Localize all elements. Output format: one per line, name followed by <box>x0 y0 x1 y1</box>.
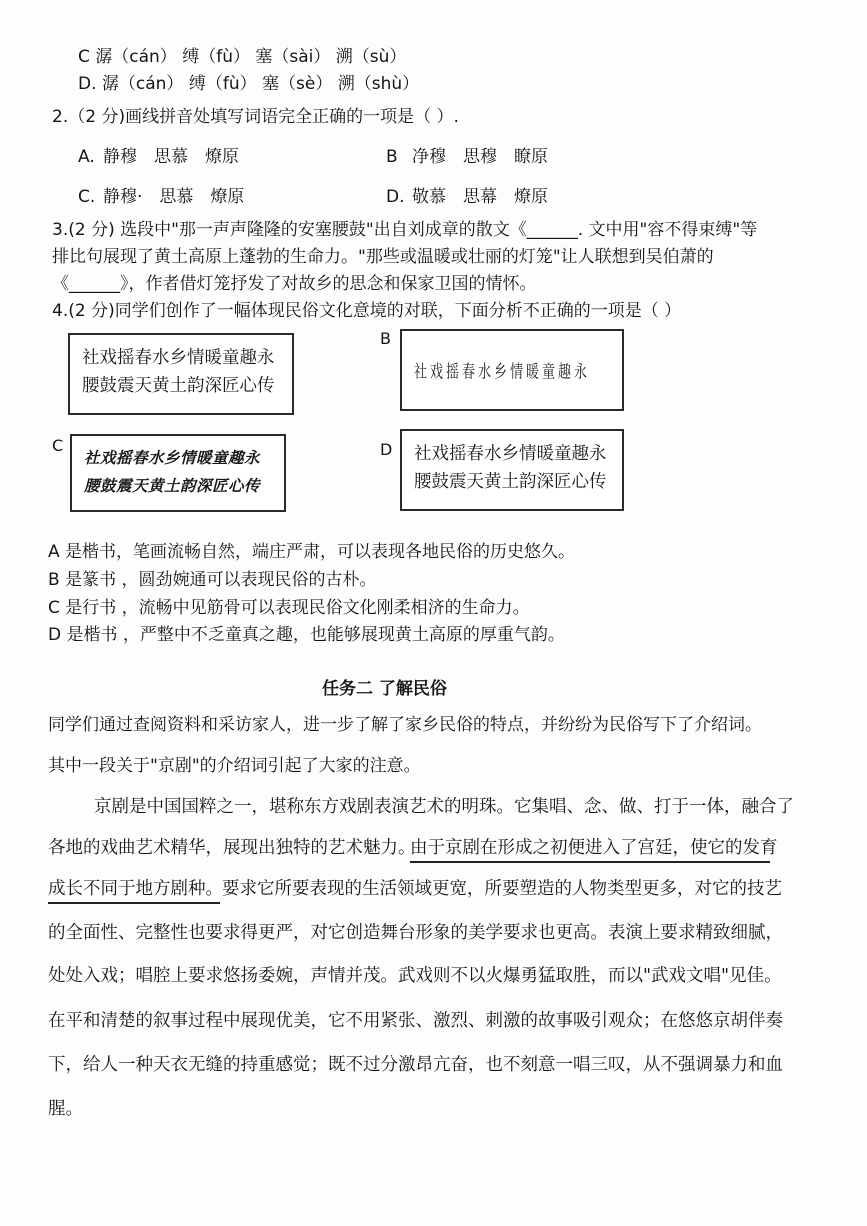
q2-option-d-label: D. <box>386 187 405 207</box>
couplet-box-b <box>400 329 624 411</box>
couplet-a-line-2: 腰鼓震天黄土韵深匠心传 <box>82 376 275 396</box>
passage-underlined-2: 成长不同于地方剧种。 <box>48 879 223 899</box>
passage-line-5: 处处入戏；唱腔上要求悠扬委婉，声情并茂。武戏则不以火爆勇猛取胜，而以"武戏文唱"见佳。 <box>48 966 782 986</box>
underline-1 <box>410 861 770 863</box>
q4-stem: 4.(2 分)同学们创作了一幅体现民俗文化意境的对联，下面分析不正确的一项是（ ） <box>52 301 682 321</box>
q2-option-d-words: 敬慕 思幕 燎原 <box>412 187 548 207</box>
q2-option-a-words: 静穆 思慕 燎原 <box>103 147 239 167</box>
couplet-c-line-1: 社戏摇春水乡情暖童趣永 <box>84 448 261 467</box>
q3-line-3: 《______》，作者借灯笼抒发了对故乡的思念和保家卫国的情怀。 <box>52 274 537 294</box>
q4-option-d: D 是楷书 ，严整中不乏童真之趣，也能够展现黄土高原的厚重气韵。 <box>48 625 565 645</box>
underline-2 <box>48 902 220 904</box>
passage-underlined-1: 由于京剧在形成之初便进入了宫廷，使它的发育 <box>410 838 778 858</box>
couplet-c-label: C <box>52 436 64 455</box>
passage-line-6: 在平和清楚的叙事过程中展现优美，它不用紧张、激烈、刺激的故事吸引观众；在悠悠京胡伴奏 <box>48 1011 783 1031</box>
q1-option-c: C 潺（cán） 缚（fù） 塞（sài） 溯（sù） <box>78 47 407 67</box>
passage-line-8: 腥。 <box>48 1099 83 1119</box>
q1-option-d: D. 潺（cán） 缚（fù） 塞（sè） 溯（shù） <box>78 74 420 94</box>
q2-stem: 2.（2 分)画线拼音处填写词语完全正确的一项是（ ）. <box>52 107 459 127</box>
q4-option-b: B 是篆书 ，圆劲婉通可以表现民俗的古朴。 <box>48 570 377 590</box>
task2-title: 任务二 了解民俗 <box>322 679 447 699</box>
couplet-a-line-1: 社戏摇春水乡情暖童趣永 <box>82 348 275 368</box>
q2-option-b-words: 净穆 思穆 瞭原 <box>412 147 548 167</box>
passage-line-2a: 各地的戏曲艺术精华，展现出独特的艺术魅力。 <box>48 838 416 858</box>
q3-line-2: 排比句展现了黄土高原上蓬勃的生命力。"那些或温暖或壮丽的灯笼"让人联想到吴伯萧的 <box>52 247 714 267</box>
q2-option-b-label: B <box>386 147 398 167</box>
q2-option-c-label: C. <box>78 187 96 207</box>
q3-line-1: 3.(2 分) 选段中"那一声声隆隆的安塞腰鼓"出自刘成章的散文《______. 文中用"容不得束缚"等 <box>52 220 758 240</box>
couplet-box-d <box>400 429 624 511</box>
task2-intro-line-2: 其中一段关于"京剧"的介绍词引起了大家的注意。 <box>48 756 421 776</box>
couplet-d-line-2: 腰鼓震天黄土韵深匠心传 <box>414 472 607 492</box>
q4-option-c: C 是行书 ，流畅中见筋骨可以表现民俗文化刚柔相济的生命力。 <box>48 598 530 618</box>
couplet-b-seal-script: 社戏摇春水乡情暖童趣永 <box>414 362 591 383</box>
couplet-d-line-1: 社戏摇春水乡情暖童趣永 <box>414 444 607 464</box>
q4-option-a: A 是楷书，笔画流畅自然，端庄严肃，可以表现各地民俗的历史悠久。 <box>48 542 576 562</box>
passage-line-7: 下，给人一种天衣无缝的持重感觉；既不过分激昂亢奋，也不刻意一唱三叹，从不强调暴力和血 <box>48 1055 783 1075</box>
q2-option-a-label: A. <box>78 147 95 167</box>
passage-line-4: 的全面性、完整性也要求得更严，对它创造舞台形象的美学要求也更高。表演上要求精致细腻， <box>48 923 783 943</box>
couplet-c-line-2: 腰鼓震天黄土韵深匠心传 <box>84 476 261 495</box>
couplet-b-label: B <box>380 329 391 348</box>
task2-intro-line-1: 同学们通过查阅资料和采访家人，进一步了解了家乡民俗的特点，并纷纷为民俗写下了介绍词。 <box>48 715 762 735</box>
couplet-box-c <box>70 434 286 512</box>
couplet-box-a <box>68 333 294 415</box>
passage-line-3b: 要求它所要表现的生活领域更宽，所要塑造的人物类型更多，对它的技艺 <box>222 879 782 899</box>
passage-line-1: 京剧是中国国粹之一，堪称东方戏剧表演艺术的明珠。它集唱、念、做、打于一体，融合了 <box>94 797 794 817</box>
q2-option-c-words: 静穆· 思慕 燎原 <box>103 187 245 207</box>
couplet-d-label: D <box>380 440 393 459</box>
